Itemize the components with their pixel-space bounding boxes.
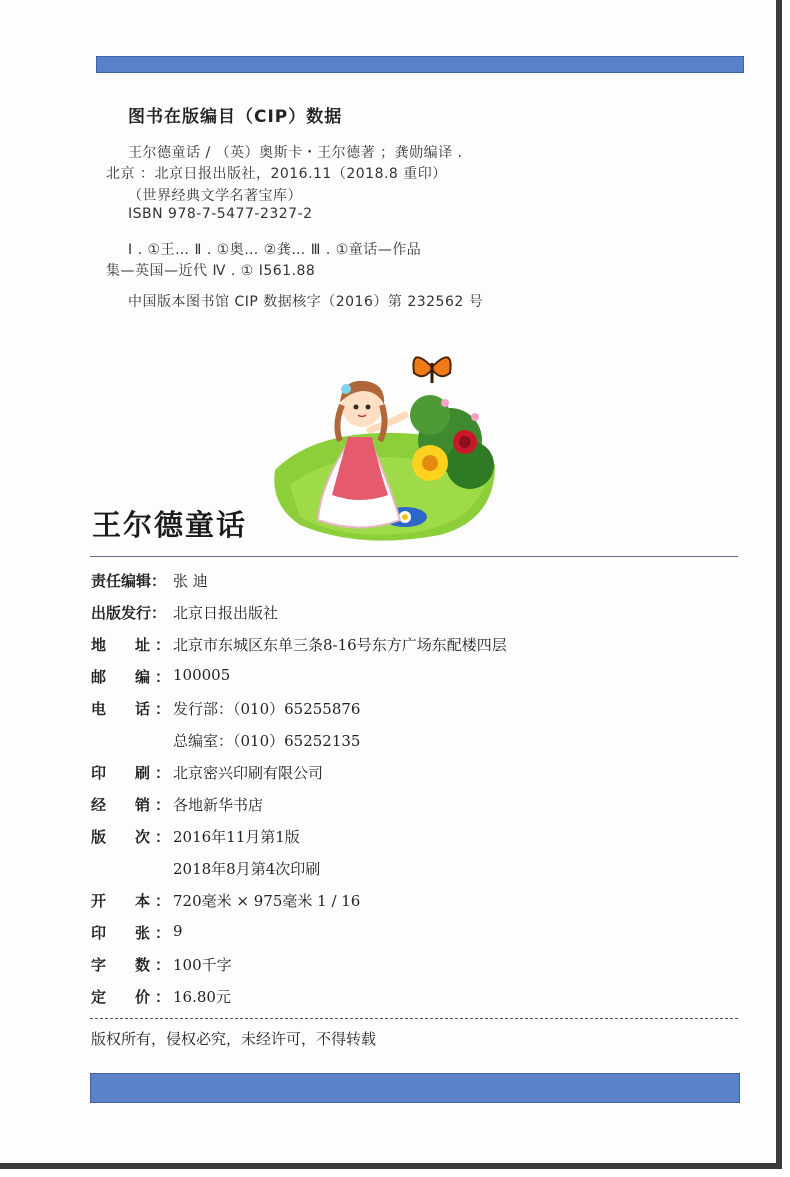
- postcode-value: 100005: [173, 666, 231, 684]
- copyright-notice: 版权所有，侵权必究，未经许可，不得转载: [91, 1030, 377, 1048]
- cip-line-series: （世界经典文学名著宝库）: [128, 188, 302, 204]
- printer-value: 北京密兴印刷有限公司: [173, 764, 324, 782]
- edition-value-printing: 2018年8月第4次印刷: [173, 860, 321, 878]
- editor-label: 责任编辑：: [91, 572, 167, 590]
- edition-value-first: 2016年11月第1版: [173, 828, 300, 846]
- bottom-decorative-bar: [90, 1073, 740, 1103]
- sheets-value: 9: [173, 922, 183, 940]
- book-title: 王尔德童话: [92, 508, 248, 542]
- phone-value-editorial: 总编室：（010）65252135: [173, 732, 361, 750]
- price-value: 16.80元: [173, 988, 231, 1006]
- address-value: 北京市东城区东单三条8-16号东方广场东配楼四层: [173, 636, 507, 654]
- cip-line-classification: Ⅰ . ①王… Ⅱ . ①奥… ②龚… Ⅲ . ①童话—作品: [128, 242, 422, 258]
- format-value: 720毫米 × 975毫米 1 / 16: [173, 892, 361, 910]
- publisher-label: 出版发行：: [91, 604, 167, 622]
- cip-line-cip-number: 中国版本图书馆 CIP 数据核字（2016）第 232562 号: [128, 294, 484, 310]
- cip-line-title: 王尔德童话 / （英）奥斯卡・王尔德著 ；龚勋编译 .: [128, 145, 463, 161]
- words-value: 100千字: [173, 956, 232, 974]
- section-divider-bottom: [90, 1018, 738, 1019]
- section-divider-top: [90, 556, 738, 557]
- phone-value-sales: 发行部：（010）65255876: [173, 700, 361, 718]
- cip-line-classification-cont: 集—英国—近代 Ⅳ . ① I561.88: [106, 263, 316, 279]
- cip-line-publisher: 北京 ：北京日报出版社，2016.11（2018.8 重印）: [106, 166, 447, 182]
- distributor-value: 各地新华书店: [173, 796, 264, 814]
- cip-title: 图书在版编目（CIP）数据: [128, 107, 343, 127]
- cip-line-isbn: ISBN 978-7-5477-2327-2: [128, 206, 313, 222]
- girl-garden-illustration: [270, 345, 500, 545]
- top-decorative-bar: [96, 56, 744, 73]
- publisher-value: 北京日报出版社: [173, 604, 279, 622]
- editor-value: 张 迪: [173, 572, 208, 590]
